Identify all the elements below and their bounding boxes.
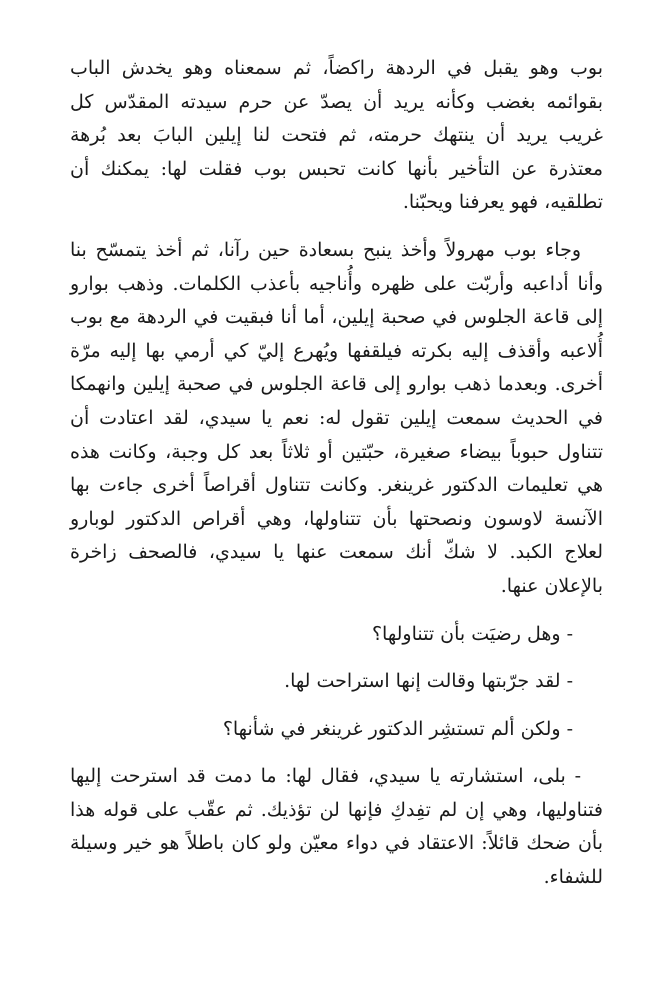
dialog-line-3: - ولكن ألم تستشِر الدكتور غرينغر في شأنها؟ bbox=[222, 717, 573, 740]
paragraph-2: وجاء بوب مهرولاً وأخذ ينبح بسعادة حين رآنا، ثم أخذ يتمسّح بنا وأنا أداعبه وأربّت على ظهره وأُناجيه بأعذب الكلمات. وذهب بوارو إلى قاعة الجلوس في صحبة إيلين، أما أنا فبقيت في الردهة مع بوب أُلاعبه وأقذف إليه بكرته فيلقفها ويُهرع إليّ كي أرمي بها إليه مرّة أخرى. وبعدما ذهب بوارو إلى قاعة الجلوس في صحبة إيلين وانهمكا في الحديث سمعت إيلين تقول له: نعم يا سيدي، لقد اعتادت أن تتناول حبوباً بيضاء صغيرة، حبّتين أو ثلاثاً بعد كل وجبة، وكانت هذه هي تعليمات الدكتور غرينغر. وكانت تتناول أقراصاً أخرى جاءت بها الآنسة لاوسون ونصحتها بأن تتناولها، وهي أقراص الدكتور لوبارو لعلاج الكبد. لا شكّ أنك سمعت عنها يا سيدي، فالصحف زاخرة بالإعلان عنها. bbox=[70, 238, 603, 597]
dialog-line-1: - وهل رضيَت بأن تتناولها؟ bbox=[371, 622, 573, 645]
closing-paragraph: - بلى، استشارته يا سيدي، فقال لها: ما دمت قد استرحت إليها فتناوليها، وهي إن لم تفِدكِ فإنها لن تؤذيك. ثم عقّب على قوله هذا بأن ضحك قائلاً: الاعتقاد في دواء معيّن ولو كان باطلاً هو خير وسيلة للشفاء. bbox=[70, 765, 603, 889]
dialog-line-2: - لقد جرّبتها وقالت إنها استراحت لها. bbox=[284, 670, 573, 693]
paragraph-1: بوب وهو يقبل في الردهة راكضاً، ثم سمعناه وهو يخدش الباب بقوائمه بغضب وكأنه يريد أن يصدّ عن حرم سيدته المقدّس كل غريب يريد أن ينتهك حرمته، ثم فتحت لنا إيلين البابَ بعد بُرهة معتذرة عن التأخير بأنها كانت تحبس بوب فقلت لها: يمكنك أن تطلقيه، فهو يعرفنا ويحبّنا. bbox=[70, 57, 603, 214]
book-page bbox=[70, 52, 603, 909]
